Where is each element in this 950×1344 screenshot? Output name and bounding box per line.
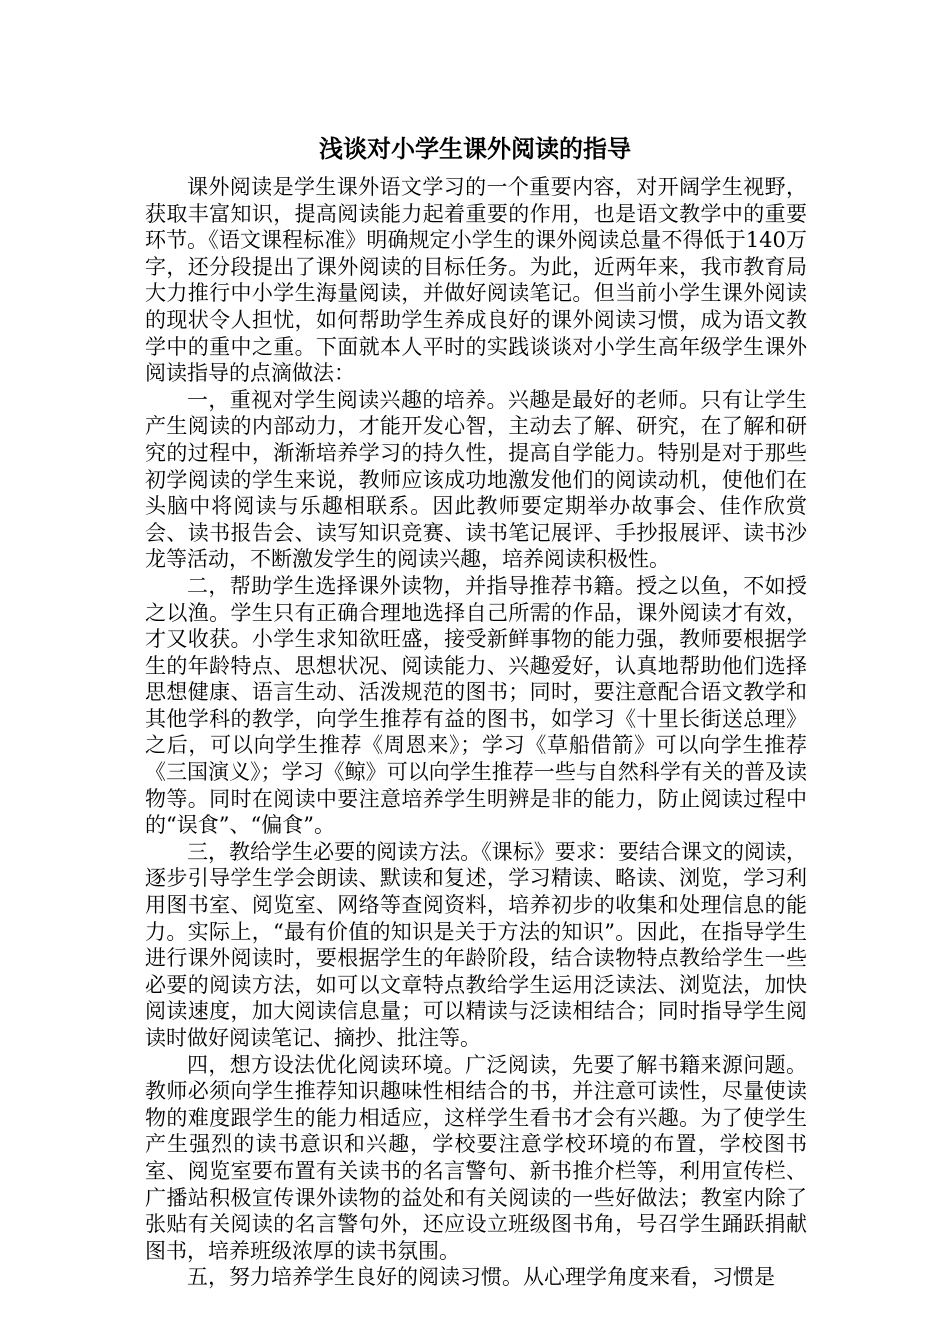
paragraph-point-2: 二，帮助学生选择课外读物，并指导推荐书籍。授之以鱼，不如授之以渔。学生只有正确合理地选择自己所需的作品，课外阅读才有效，才又收获。小学生求知欲旺盛，接受新鲜事物的能力强，教师要根据学生的年龄特点、思想状况、阅读能力、兴趣爱好，认真地帮助他们选择思想健康、语言生动、活泼规范的图书；同时，要注意配合语文教学和其他学科的教学，向学生推荐有益的图书，如学习《十里长街送总理》之后，可以向学生推荐《周恩来》；学习《草船借箭》可以向学生推荐《三国演义》；学习《鲸》可以向学生推荐一些与自然科学有关的普及读物等。同时在阅读中要注意培养学生明辨是非的能力，防止阅读过程中的“误食”、“偏食”。 [145,573,807,838]
paragraph-intro: 课外阅读是学生课外语文学习的一个重要内容，对开阔学生视野，获取丰富知识，提高阅读能力起着重要的作用，也是语文教学中的重要环节。《语文课程标准》明确规定小学生的课外阅读总量不得低于140万字，还分段提出了课外阅读的目标任务。为此，近两年来，我市教育局大力推行中小学生海量阅读，并做好阅读笔记。但当前小学生课外阅读的现状令人担忧，如何帮助学生养成良好的课外阅读习惯，成为语文教学中的重中之重。下面就本人平时的实践谈谈对小学生高年级学生课外阅读指导的点滴做法： [145,175,807,386]
paragraph-point-3: 三，教给学生必要的阅读方法。《课标》要求：要结合课文的阅读，逐步引导学生学会朗读、默读和复述，学习精读、略读、浏览，学习利用图书室、阅览室、网络等查阅资料，培养初步的收集和处理信息的能力。实际上，“最有价值的知识是关于方法的知识”。因此，在指导学生进行课外阅读时，要根据学生的年龄阶段，结合读物特点教给学生一些必要的阅读方法，如可以文章特点教给学生运用泛读法、浏览法，加快阅读速度，加大阅读信息量；可以精读与泛读相结合；同时指导学生阅读时做好阅读笔记、摘抄、批注等。 [145,839,807,1050]
document-title: 浅谈对小学生课外阅读的指导 [319,135,631,163]
paragraph-point-5: 五，努力培养学生良好的阅读习惯。从心理学角度来看，习惯是 [187,1265,775,1290]
document-body [145,174,807,1291]
paragraph-point-4: 四，想方设法优化阅读环境。广泛阅读，先要了解书籍来源问题。教师必须向学生推荐知识趣味性相结合的书，并注意可读性，尽量使读物的难度跟学生的能力相适应，这样学生看书才会有兴趣。为了使学生产生强烈的读书意识和兴趣，学校要注意学校环境的布置，学校图书室、阅览室要布置有关读书的名言警句、新书推介栏等，利用宣传栏、广播站积极宣传课外读物的益处和有关阅读的一些好做法；教室内除了张贴有关阅读的名言警句外，还应设立班级图书角，号召学生踊跃捐献图书，培养班级浓厚的读书氛围。 [145,1052,807,1263]
paragraph-point-1: 一，重视对学生阅读兴趣的培养。兴趣是最好的老师。只有让学生产生阅读的内部动力，才能开发心智，主动去了解、研究，在了解和研究的过程中，渐渐培养学习的持久性，提高自学能力。特别是对于那些初学阅读的学生来说，教师应该成功地激发他们的阅读动机，使他们在头脑中将阅读与乐趣相联系。因此教师要定期举办故事会、佳作欣赏会、读书报告会、读写知识竞赛、读书笔记展评、手抄报展评、读书沙龙等活动，不断激发学生的阅读兴趣，培养阅读积极性。 [145,387,807,572]
